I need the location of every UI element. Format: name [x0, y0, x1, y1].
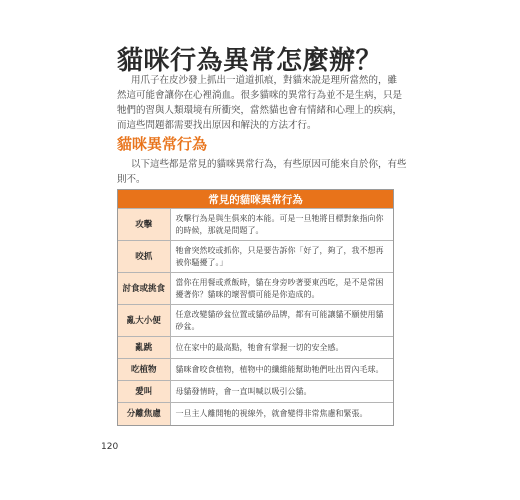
- behavior-term: 亂大小便: [118, 305, 170, 337]
- page-title: 貓咪行為異常怎麼辦？: [117, 46, 383, 76]
- table-row: [118, 359, 393, 381]
- behavior-term: 攻擊: [118, 209, 170, 241]
- behavior-description: 攻擊行為是與生俱來的本能。可是一旦牠將目標對象指向你的時候，那就是問題了。: [170, 209, 393, 241]
- behavior-description: 一旦主人離開牠的視線外，就會變得非常焦慮和緊張。: [170, 403, 393, 425]
- behavior-term: 愛叫: [118, 381, 170, 403]
- behavior-description: 母貓發情時，會一直叫喊以吸引公貓。: [170, 381, 393, 403]
- section-intro-paragraph: 以下這些都是常見的貓咪異常行為，有些原因可能來自於你，有些則不。: [117, 159, 407, 185]
- table-row: [118, 337, 393, 359]
- abnormal-behavior-table: [117, 189, 394, 426]
- behavior-description: 位在家中的最高點，牠會有掌握一切的安全感。: [170, 337, 393, 359]
- table-header-row: [118, 190, 393, 209]
- behavior-description: 任意改變貓砂盆位置或貓砂品牌，都有可能讓貓不願使用貓砂盆。: [170, 305, 393, 337]
- table-row: [118, 241, 393, 273]
- table-row: [118, 273, 393, 305]
- behavior-term: 討食或挑食: [118, 273, 170, 305]
- behavior-description: 當你在用餐或煮飯時，貓在身旁吵著要東西吃，是不是常困擾著你？貓咪的壞習慣可能是你造成的。: [170, 273, 393, 305]
- intro-paragraph: 用爪子在皮沙發上抓出一道道抓痕，對貓來說是理所當然的，雖然這可能會讓你在心裡淌血。很多貓咪的異常行為並不是生病，只是牠們的習與人類環境有所衝突，當然貓也會有情緒和心理上的疾病，而這些問題都需要找出原因和解決的方法才行。: [117, 75, 403, 131]
- behavior-term: 咬抓: [118, 241, 170, 273]
- behavior-term: 吃植物: [118, 359, 170, 381]
- table-row: [118, 381, 393, 403]
- table-row: [118, 209, 393, 241]
- behavior-term: 亂跳: [118, 337, 170, 359]
- behavior-description: 牠會突然咬或抓你，只是要告訴你「好了，夠了，我不想再被你騷擾了。」: [170, 241, 393, 273]
- table-header: 常見的貓咪異常行為: [118, 190, 393, 209]
- table-row: [118, 305, 393, 337]
- page-number: 120: [101, 442, 119, 452]
- table-row: [118, 403, 393, 425]
- behavior-term: 分離焦慮: [118, 403, 170, 425]
- behavior-description: 貓咪會咬食植物，植物中的纖維能幫助牠們吐出胃內毛球。: [170, 359, 393, 381]
- section-heading: 貓咪異常行為: [117, 135, 208, 153]
